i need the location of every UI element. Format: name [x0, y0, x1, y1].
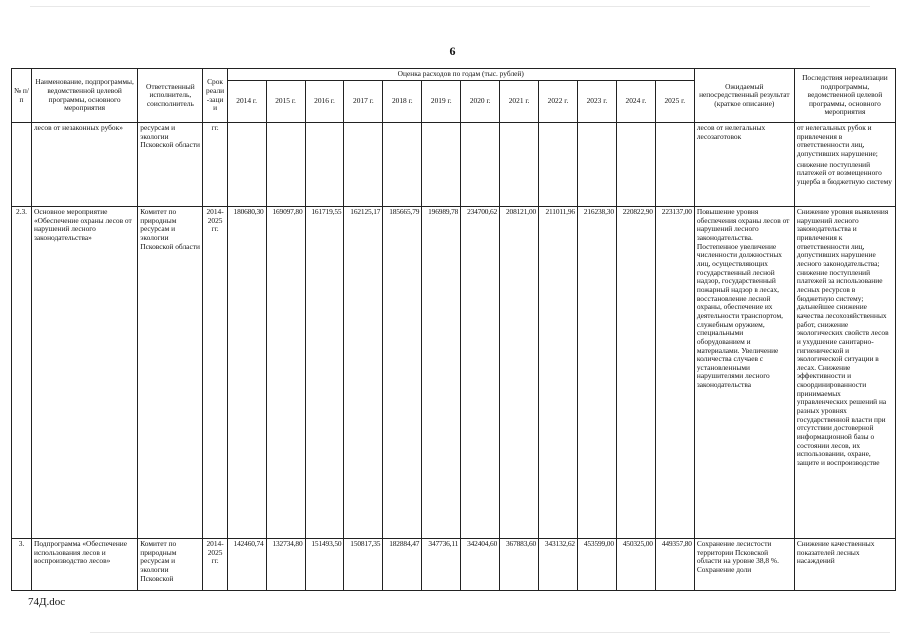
row-value: 150817,35 [344, 539, 383, 591]
row-period: 2014-2025 гг. [203, 539, 227, 591]
row-value: 453599,00 [577, 539, 616, 591]
row-period: гг. [203, 123, 227, 207]
header-year: 2024 г. [616, 81, 655, 123]
budget-table [11, 68, 896, 591]
scan-edge-top [30, 6, 870, 7]
row-value: 220822,90 [616, 207, 655, 539]
header-year: 2016 г. [305, 81, 344, 123]
row-value [344, 123, 383, 207]
row-name: лесов от незаконных рубок» [31, 123, 137, 207]
row-value: 367883,60 [500, 539, 539, 591]
header-year: 2023 г. [577, 81, 616, 123]
row-value: 161719,55 [305, 207, 344, 539]
row-value: 185665,79 [383, 207, 422, 539]
header-period: Срок реали-зации [203, 69, 227, 123]
row-value: 347736,11 [422, 539, 461, 591]
consequence-text: Снижение уровня выявления нарушений лесного законодательства и привлечения к ответственности лиц, допустивших нарушение лесного законодательства; снижение поступлений платежей за использование лесных ресурсов в бюджетную систему; дальнейшее снижение качества лесохозяйственных работ, снижение экологических свойств лесов и ухудшение санитарно-гигиенической и экологической ситуации в лесах. Снижение эффективности и скоординированности принимаемых управленческих решений на разных уровнях государственной власти при отсутствии достоверной информационной базы о состоянии лесов, их использовании, охране, защите и воспроизводстве [796, 207, 889, 468]
row-num: 3. [12, 539, 32, 591]
row-value: 151493,50 [305, 539, 344, 591]
row-value: 180680,30 [227, 207, 266, 539]
row-value [539, 123, 578, 207]
header-consequences: Последствия нереализации подпрограммы, ведомственной целевой программы, основного мероприятия [794, 69, 895, 123]
row-value: 196989,78 [422, 207, 461, 539]
row-result: Сохранение лесистости территории Псковской области на уровне 38,8 %. Сохранение доли [694, 539, 794, 591]
row-value [383, 123, 422, 207]
row-executor: Комитет по природным ресурсам и экологии Псковской [138, 539, 203, 591]
row-consequences [794, 539, 895, 591]
row-value: 343132,62 [539, 539, 578, 591]
header-cost-group: Оценка расходов по годам (тыс. рублей) [227, 69, 694, 81]
header-year: 2021 г. [500, 81, 539, 123]
scan-edge-bottom [90, 632, 890, 633]
row-executor: Комитет по природным ресурсам и экологии Псковской области [138, 207, 203, 539]
row-value [655, 123, 694, 207]
row-name: Основное мероприятие «Обеспечение охраны лесов от нарушений лесного законодательства» [31, 207, 137, 539]
row-name: Подпрограмма «Обеспечение использования лесов и воспроизводство лесов» [31, 539, 137, 591]
row-value: 211011,96 [539, 207, 578, 539]
header-year: 2020 г. [461, 81, 500, 123]
row-result: Повышение уровня обеспечения охраны лесов от нарушений лесного законодательства. Постепенное увеличение численности должностных лиц, осуществляющих государственный лесной надзор, государственный пожарный надзор в лесах, восстановление лесной охраны, обеспечение их деятельности транспортом, служебным оружием, специальными оборудованием и материалами. Увеличение количества случаев с установленными нарушителями лесного законодательства [694, 207, 794, 539]
row-value: 342404,60 [461, 539, 500, 591]
row-value: 142460,74 [227, 539, 266, 591]
row-period: 2014-2025 гг. [203, 207, 227, 539]
row-value: 132734,80 [266, 539, 305, 591]
header-year: 2014 г. [227, 81, 266, 123]
consequence-text: снижение поступлений платежей от возмещенного ущерба в бюджетную систему [796, 159, 893, 186]
row-consequences [794, 207, 895, 539]
header-year: 2025 г. [655, 81, 694, 123]
header-result: Ожидаемый непосредственный результат (краткое описание) [694, 69, 794, 123]
row-num: 2.3. [12, 207, 32, 539]
table-row [12, 539, 896, 591]
row-value [422, 123, 461, 207]
row-value: 216238,30 [577, 207, 616, 539]
consequence-text: от нелегальных рубок и привлечения в ответственности лиц, допустивших нарушение; [796, 123, 878, 158]
footer-filename: 74Д.doc [28, 596, 66, 608]
row-value [500, 123, 539, 207]
row-value [227, 123, 266, 207]
row-value [616, 123, 655, 207]
row-value: 450325,00 [616, 539, 655, 591]
row-executor: ресурсам и экологии Псковской области [138, 123, 203, 207]
header-year: 2019 г. [422, 81, 461, 123]
page-number: 6 [449, 44, 456, 58]
row-value [461, 123, 500, 207]
row-value [305, 123, 344, 207]
row-value: 208121,00 [500, 207, 539, 539]
header-year: 2017 г. [344, 81, 383, 123]
row-num [12, 123, 32, 207]
row-value [266, 123, 305, 207]
table-row [12, 207, 896, 539]
row-result: лесов от нелегальных лесозаготовок [694, 123, 794, 207]
row-value: 182884,47 [383, 539, 422, 591]
consequence-text: Снижение качественных показателей лесных насаждений [796, 539, 875, 566]
header-year: 2022 г. [539, 81, 578, 123]
row-value: 234700,62 [461, 207, 500, 539]
row-value [577, 123, 616, 207]
row-value: 162125,17 [344, 207, 383, 539]
header-num: № п/п [12, 69, 32, 123]
header-year: 2018 г. [383, 81, 422, 123]
row-value: 169097,80 [266, 207, 305, 539]
row-value: 223137,00 [655, 207, 694, 539]
header-name: Наименование, подпрограммы, ведомственной целевой программы, основного мероприятия [31, 69, 137, 123]
header-year: 2015 г. [266, 81, 305, 123]
row-consequences [794, 123, 895, 207]
header-executor: Ответственный исполнитель, соисполнитель [138, 69, 203, 123]
row-value: 449357,80 [655, 539, 694, 591]
table-row [12, 123, 896, 207]
